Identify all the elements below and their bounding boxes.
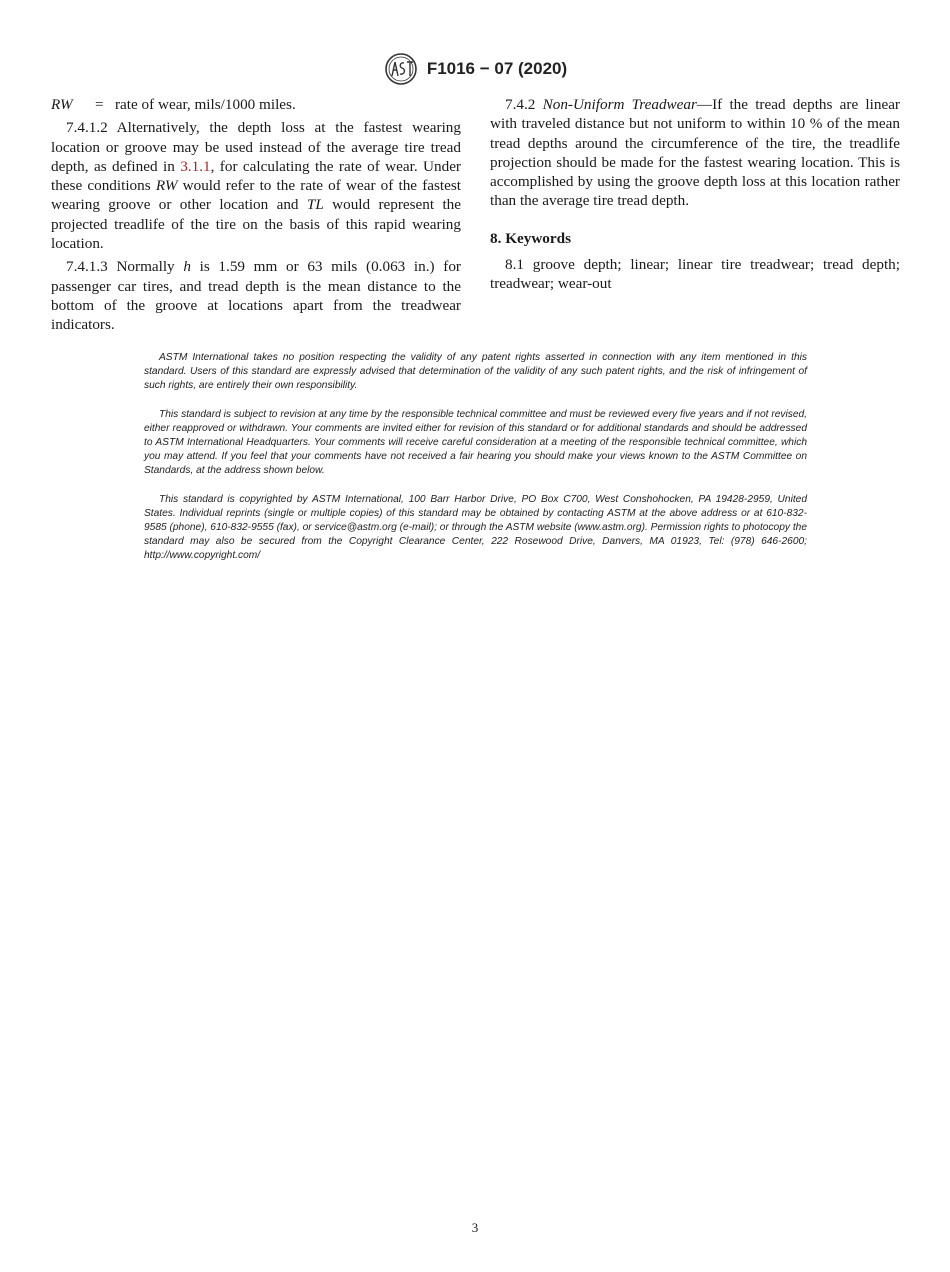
- paragraph-text: 7.4.2: [505, 96, 543, 113]
- italic-term: TL: [306, 196, 324, 214]
- italic-term: h: [183, 258, 191, 276]
- right-column: [490, 95, 900, 298]
- legal-notices: [144, 351, 807, 578]
- page-header: [0, 52, 950, 86]
- notice-revision: This standard is subject to revision at any time by the responsible technical committee and must be reviewed every five years and if not revised, either reapproved or withdrawn. Your comments are invited either for revision of this standard or for additional standards and should be addressed to ASTM International Headquarters. Your comments will receive careful consideration at a meeting of the responsible technical committee, which you may attend. If you feel that your comments have not received a fair hearing you should make your views known to the ASTM Committee on Standards, at the address shown below.: [144, 409, 807, 476]
- italic-term: RW: [155, 177, 178, 195]
- paragraph-7-4-1-2: [51, 118, 461, 253]
- page-number: 3: [471, 1220, 479, 1235]
- definition-rw: [51, 95, 461, 114]
- notice-patent: ASTM International takes no position respecting the validity of any patent rights asserted in connection with any item mentioned in this standard. Users of this standard are expressly advised that determination of the validity of any such patent rights, and the risk of infringement of such rights, are entirely their own responsibility.: [144, 352, 807, 391]
- document-designation: F1016 − 07 (2020): [426, 59, 568, 78]
- paragraph-text: 7.4.1.3 Normally: [66, 258, 184, 276]
- left-column: [51, 95, 461, 339]
- section-heading-keywords: 8. Keywords: [490, 229, 571, 247]
- paragraph-text: would refer to the rate of wear of the fastest wearing groove or other location and: [51, 177, 461, 214]
- paragraph-8-1: 8.1 groove depth; linear; linear tire treadwear; tread depth; treadwear; wear-out: [490, 256, 900, 293]
- notice-copyright: This standard is copyrighted by ASTM International, 100 Barr Harbor Drive, PO Box C700, West Conshohocken, PA 19428-2959, United States. Individual reprints (single or multiple copies) of this standard may be obtained by contacting ASTM at the above address or at 610-832-9585 (phone), 610-832-9555 (fax), or service@astm.org (e-mail); or through the ASTM website (www.astm.org). Permission rights to photocopy the standard may also be secured from the Copyright Clearance Center, 222 Rosewood Drive, Danvers, MA 01923, Tel: (978) 646-2600; http://www.copyright.com/: [144, 494, 807, 561]
- paragraph-text: would represent the projected treadlife of the tire on the basis of this rapid wearing location.: [51, 196, 461, 253]
- paragraph-7-4-1-3: [51, 257, 461, 334]
- paragraph-text: is 1.59 mm or 63 mils (0.063 in.) for passenger car tires, and tread depth is the mean distance to the bottom of the groove at locations apart from the treadwear indicators.: [51, 258, 461, 334]
- definition-symbol: RW: [51, 96, 73, 113]
- subsection-title: Non-Uniform Treadwear: [542, 96, 697, 113]
- paragraph-7-4-2: [490, 95, 900, 211]
- paragraph-text: —If the tread depths are linear with traveled distance but not uniform to within 10 % of the mean tread depths around the circumference of the tire, the treadlife projection should be made for the fastest wearing location. This is accomplished by using the groove depth loss at this location rather than the average tire tread depth.: [490, 96, 900, 210]
- astm-logo: [383, 52, 419, 86]
- paragraph-text: , for calculating the rate of wear. Under these conditions: [51, 157, 461, 195]
- paragraph-text: 7.4.1.2 Alternatively, the depth loss at the fastest wearing location or groove may be used instead of the average tire tread depth, as defined in: [51, 119, 461, 175]
- definition-equals: =: [95, 96, 104, 113]
- definition-text: rate of wear, mils/1000 miles.: [115, 96, 296, 113]
- section-link-3-1-1[interactable]: 3.1.1: [180, 157, 211, 175]
